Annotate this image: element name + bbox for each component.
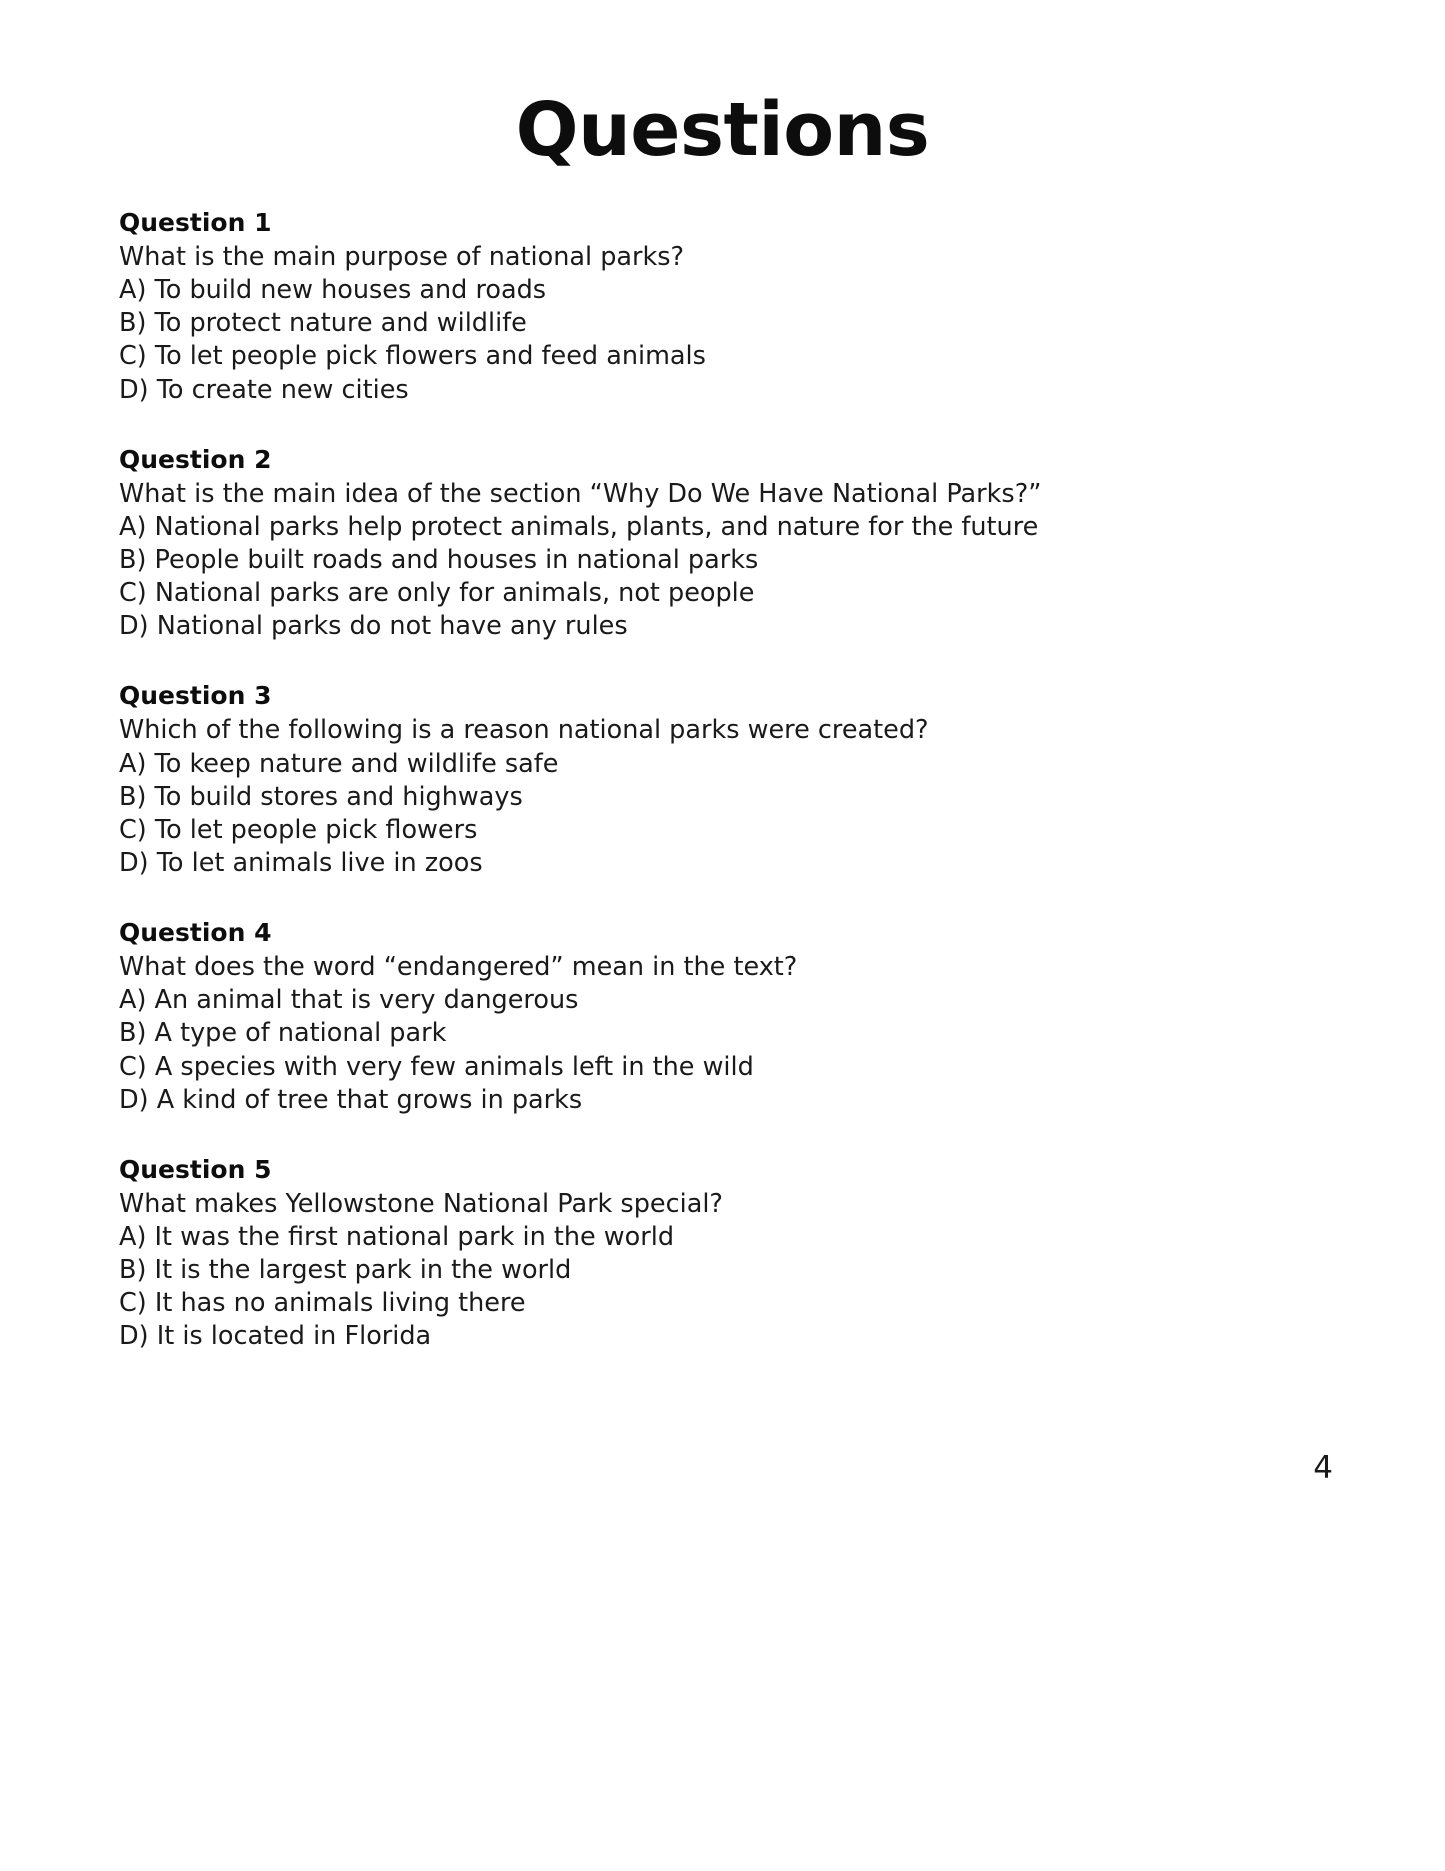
question-block (119, 1153, 1326, 1354)
answer-option-a: A) To keep nature and wildlife safe (119, 748, 559, 779)
answer-option-b: B) To protect nature and wildlife (119, 308, 527, 339)
page-title: Questions (515, 87, 930, 173)
question-heading: Question 3 (119, 681, 272, 711)
question-stem: What does the word “endangered” mean in the text? (119, 952, 798, 983)
question-block (119, 679, 1326, 880)
answer-option-c: C) A species with very few animals left in the wild (119, 1051, 754, 1082)
answer-option-d: D) It is located in Florida (119, 1321, 432, 1352)
questions-list (119, 206, 1326, 1354)
question-block (119, 443, 1326, 644)
answer-option-d: D) National parks do not have any rules (119, 611, 628, 642)
question-heading: Question 1 (119, 208, 272, 237)
answer-option-c: C) National parks are only for animals, not people (119, 578, 755, 609)
answer-option-b: B) It is the largest park in the world (119, 1255, 572, 1286)
answer-option-a: A) It was the first national park in the world (119, 1221, 675, 1252)
question-heading: Question 4 (119, 918, 272, 948)
answer-option-a: A) To build new houses and roads (119, 275, 547, 306)
answer-option-a: A) An animal that is very dangerous (119, 985, 579, 1016)
question-stem: Which of the following is a reason national parks were created? (119, 715, 929, 746)
question-block (119, 916, 1326, 1117)
answer-option-b: B) A type of national park (119, 1018, 447, 1049)
question-stem: What is the main idea of the section “Why Do We Have National Parks?” (119, 478, 1042, 509)
answer-option-a: A) National parks help protect animals, plants, and nature for the future (119, 511, 1039, 542)
answer-option-d: D) A kind of tree that grows in parks (119, 1084, 583, 1115)
answer-option-c: C) It has no animals living there (119, 1288, 526, 1319)
answer-option-b: B) To build stores and highways (119, 781, 523, 812)
answer-option-b: B) People built roads and houses in national parks (119, 544, 759, 575)
answer-option-c: C) To let people pick flowers and feed animals (119, 341, 706, 372)
answer-option-c: C) To let people pick flowers (119, 814, 478, 845)
page-number: 4 (1313, 1450, 1333, 1486)
question-stem: What makes Yellowstone National Park special? (119, 1188, 723, 1219)
question-heading: Question 5 (119, 1154, 272, 1184)
question-block (119, 206, 1326, 407)
answer-option-d: D) To let animals live in zoos (119, 847, 483, 878)
answer-option-d: D) To create new cities (119, 374, 409, 405)
question-stem: What is the main purpose of national parks? (119, 242, 685, 272)
question-heading: Question 2 (119, 444, 272, 474)
